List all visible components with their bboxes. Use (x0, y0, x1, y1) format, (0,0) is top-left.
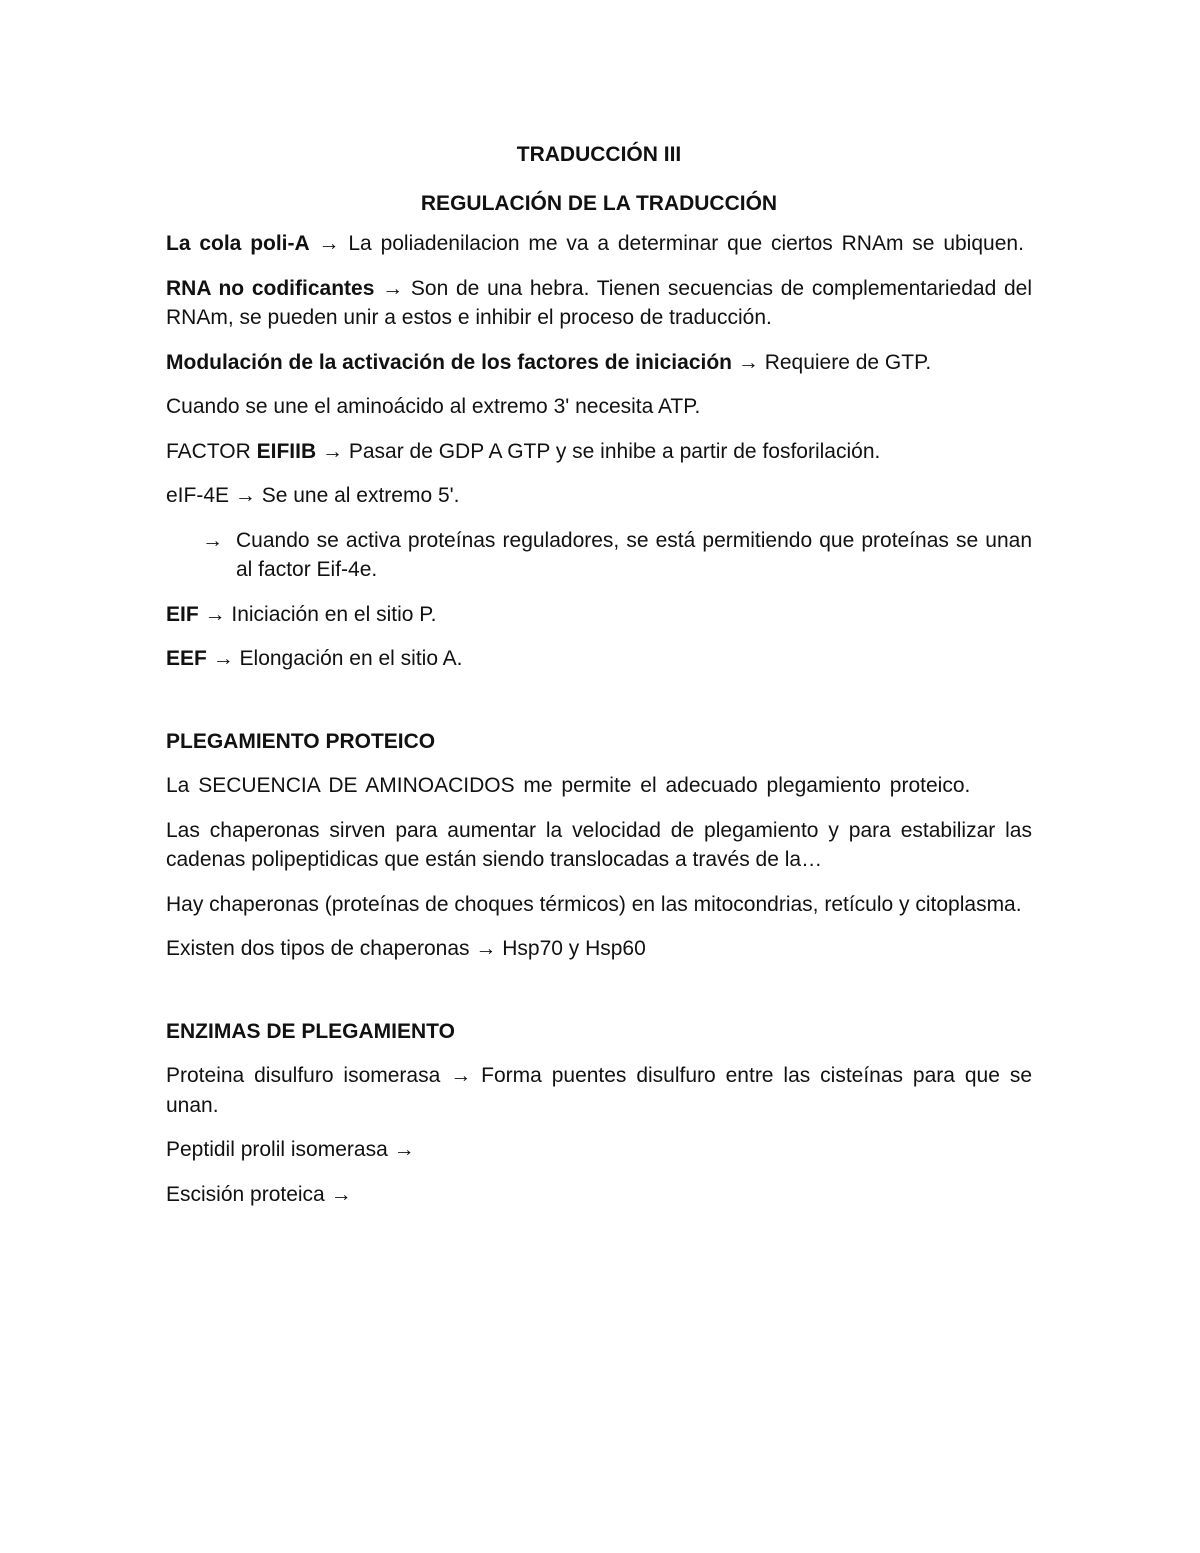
spacer (166, 689, 1032, 727)
spacer (166, 979, 1032, 1017)
arrow-bullet-icon: → (202, 528, 223, 552)
paragraph-text: Elongación en el sitio A. (239, 647, 463, 670)
paragraph-text: Requiere de GTP. (764, 350, 932, 374)
arrow-icon: → (737, 350, 759, 374)
paragraph-eif-4e (166, 481, 1032, 511)
arrow-icon: → (393, 1138, 415, 1161)
section-heading-plegamiento: PLEGAMIENTO PROTEICO (166, 729, 436, 753)
paragraph-prefix: Existen dos tipos de chaperonas (166, 937, 470, 960)
paragraph-text: Hsp70 y Hsp60 (502, 937, 646, 960)
arrow-icon: → (212, 647, 234, 670)
term-eef: EEF (166, 647, 207, 670)
paragraph-peptidil (166, 1135, 1032, 1165)
paragraph-text: Pasar de GDP A GTP y se inhibe a partir de fosforilación. (348, 439, 881, 463)
arrow-icon: → (382, 276, 404, 300)
paragraph-text: Son de una hebra. Tienen secuencias de complementariedad del RNAm, se pueden unir a estos e inhibir el proceso de traducción. (166, 276, 1033, 329)
paragraph-text: Forma puentes disulfuro entre las cisteínas para que se unan. (166, 1064, 1032, 1117)
term-poli-a: La cola poli-A (166, 232, 310, 255)
paragraph-prefix: Proteina disulfuro isomerasa (166, 1064, 441, 1087)
section-heading-enzimas: ENZIMAS DE PLEGAMIENTO (166, 1019, 455, 1043)
paragraph-rna-no-codificantes (166, 274, 1032, 333)
arrow-icon: → (318, 232, 340, 255)
arrow-icon: → (204, 602, 226, 626)
term-eifiib: EIFIIB (256, 439, 317, 463)
paragraph-choques-termicos: Hay chaperonas (proteínas de choques térmicos) en las mitocondrias, retículo y citoplasma. (166, 892, 1022, 916)
arrow-icon: → (330, 1182, 352, 1206)
term-modulacion: Modulación de la activación de los factores de iniciación (166, 350, 732, 374)
term-eif: EIF (166, 602, 199, 626)
paragraph-factor-eifiib (166, 437, 1032, 467)
paragraph-text: Se une al extremo 5'. (261, 484, 460, 507)
document-subtitle: REGULACIÓN DE LA TRADUCCIÓN (420, 191, 778, 215)
paragraph-prefix: FACTOR (166, 439, 257, 463)
arrow-icon: → (450, 1064, 472, 1087)
paragraph-text: La poliadenilacion me va a determinar que ciertos RNAm se ubiquen. (348, 232, 1024, 255)
document-title: TRADUCCIÓN III (516, 143, 682, 166)
document-body (166, 140, 1032, 1224)
paragraph-poli-a (166, 229, 1032, 259)
term-rna-no-codificantes: RNA no codificantes (166, 276, 375, 300)
paragraph-modulacion (166, 348, 1032, 378)
paragraph-prefix: Peptidil prolil isomerasa (166, 1138, 388, 1161)
paragraph-text: Iniciación en el sitio P. (231, 602, 437, 626)
paragraph-eef (166, 644, 1032, 674)
paragraph-chaperonas: Las chaperonas sirven para aumentar la velocidad de plegamiento y para estabilizar las cadenas polipeptidicas que están siendo translocadas a través de la… (166, 818, 1032, 871)
bullet-text: Cuando se activa proteínas reguladores, se está permitiendo que proteínas se unan al factor Eif-4e. (236, 528, 1032, 581)
paragraph-aminoacido: Cuando se une el aminoácido al extremo 3' necesita ATP. (166, 395, 701, 418)
term-eif-4e: eIF-4E (166, 484, 230, 507)
paragraph-secuencia: La SECUENCIA DE AMINOACIDOS me permite el adecuado plegamiento proteico. (166, 774, 971, 797)
arrow-icon: → (234, 484, 256, 507)
bullet-item (166, 526, 1032, 585)
paragraph-escision (166, 1180, 1032, 1210)
arrow-icon: → (321, 439, 343, 463)
paragraph-disulfuro (166, 1061, 1032, 1120)
paragraph-eif (166, 600, 1032, 630)
arrow-icon: → (475, 937, 497, 960)
paragraph-tipos-chaperonas (166, 934, 1032, 964)
paragraph-prefix: Escisión proteica (166, 1182, 325, 1206)
